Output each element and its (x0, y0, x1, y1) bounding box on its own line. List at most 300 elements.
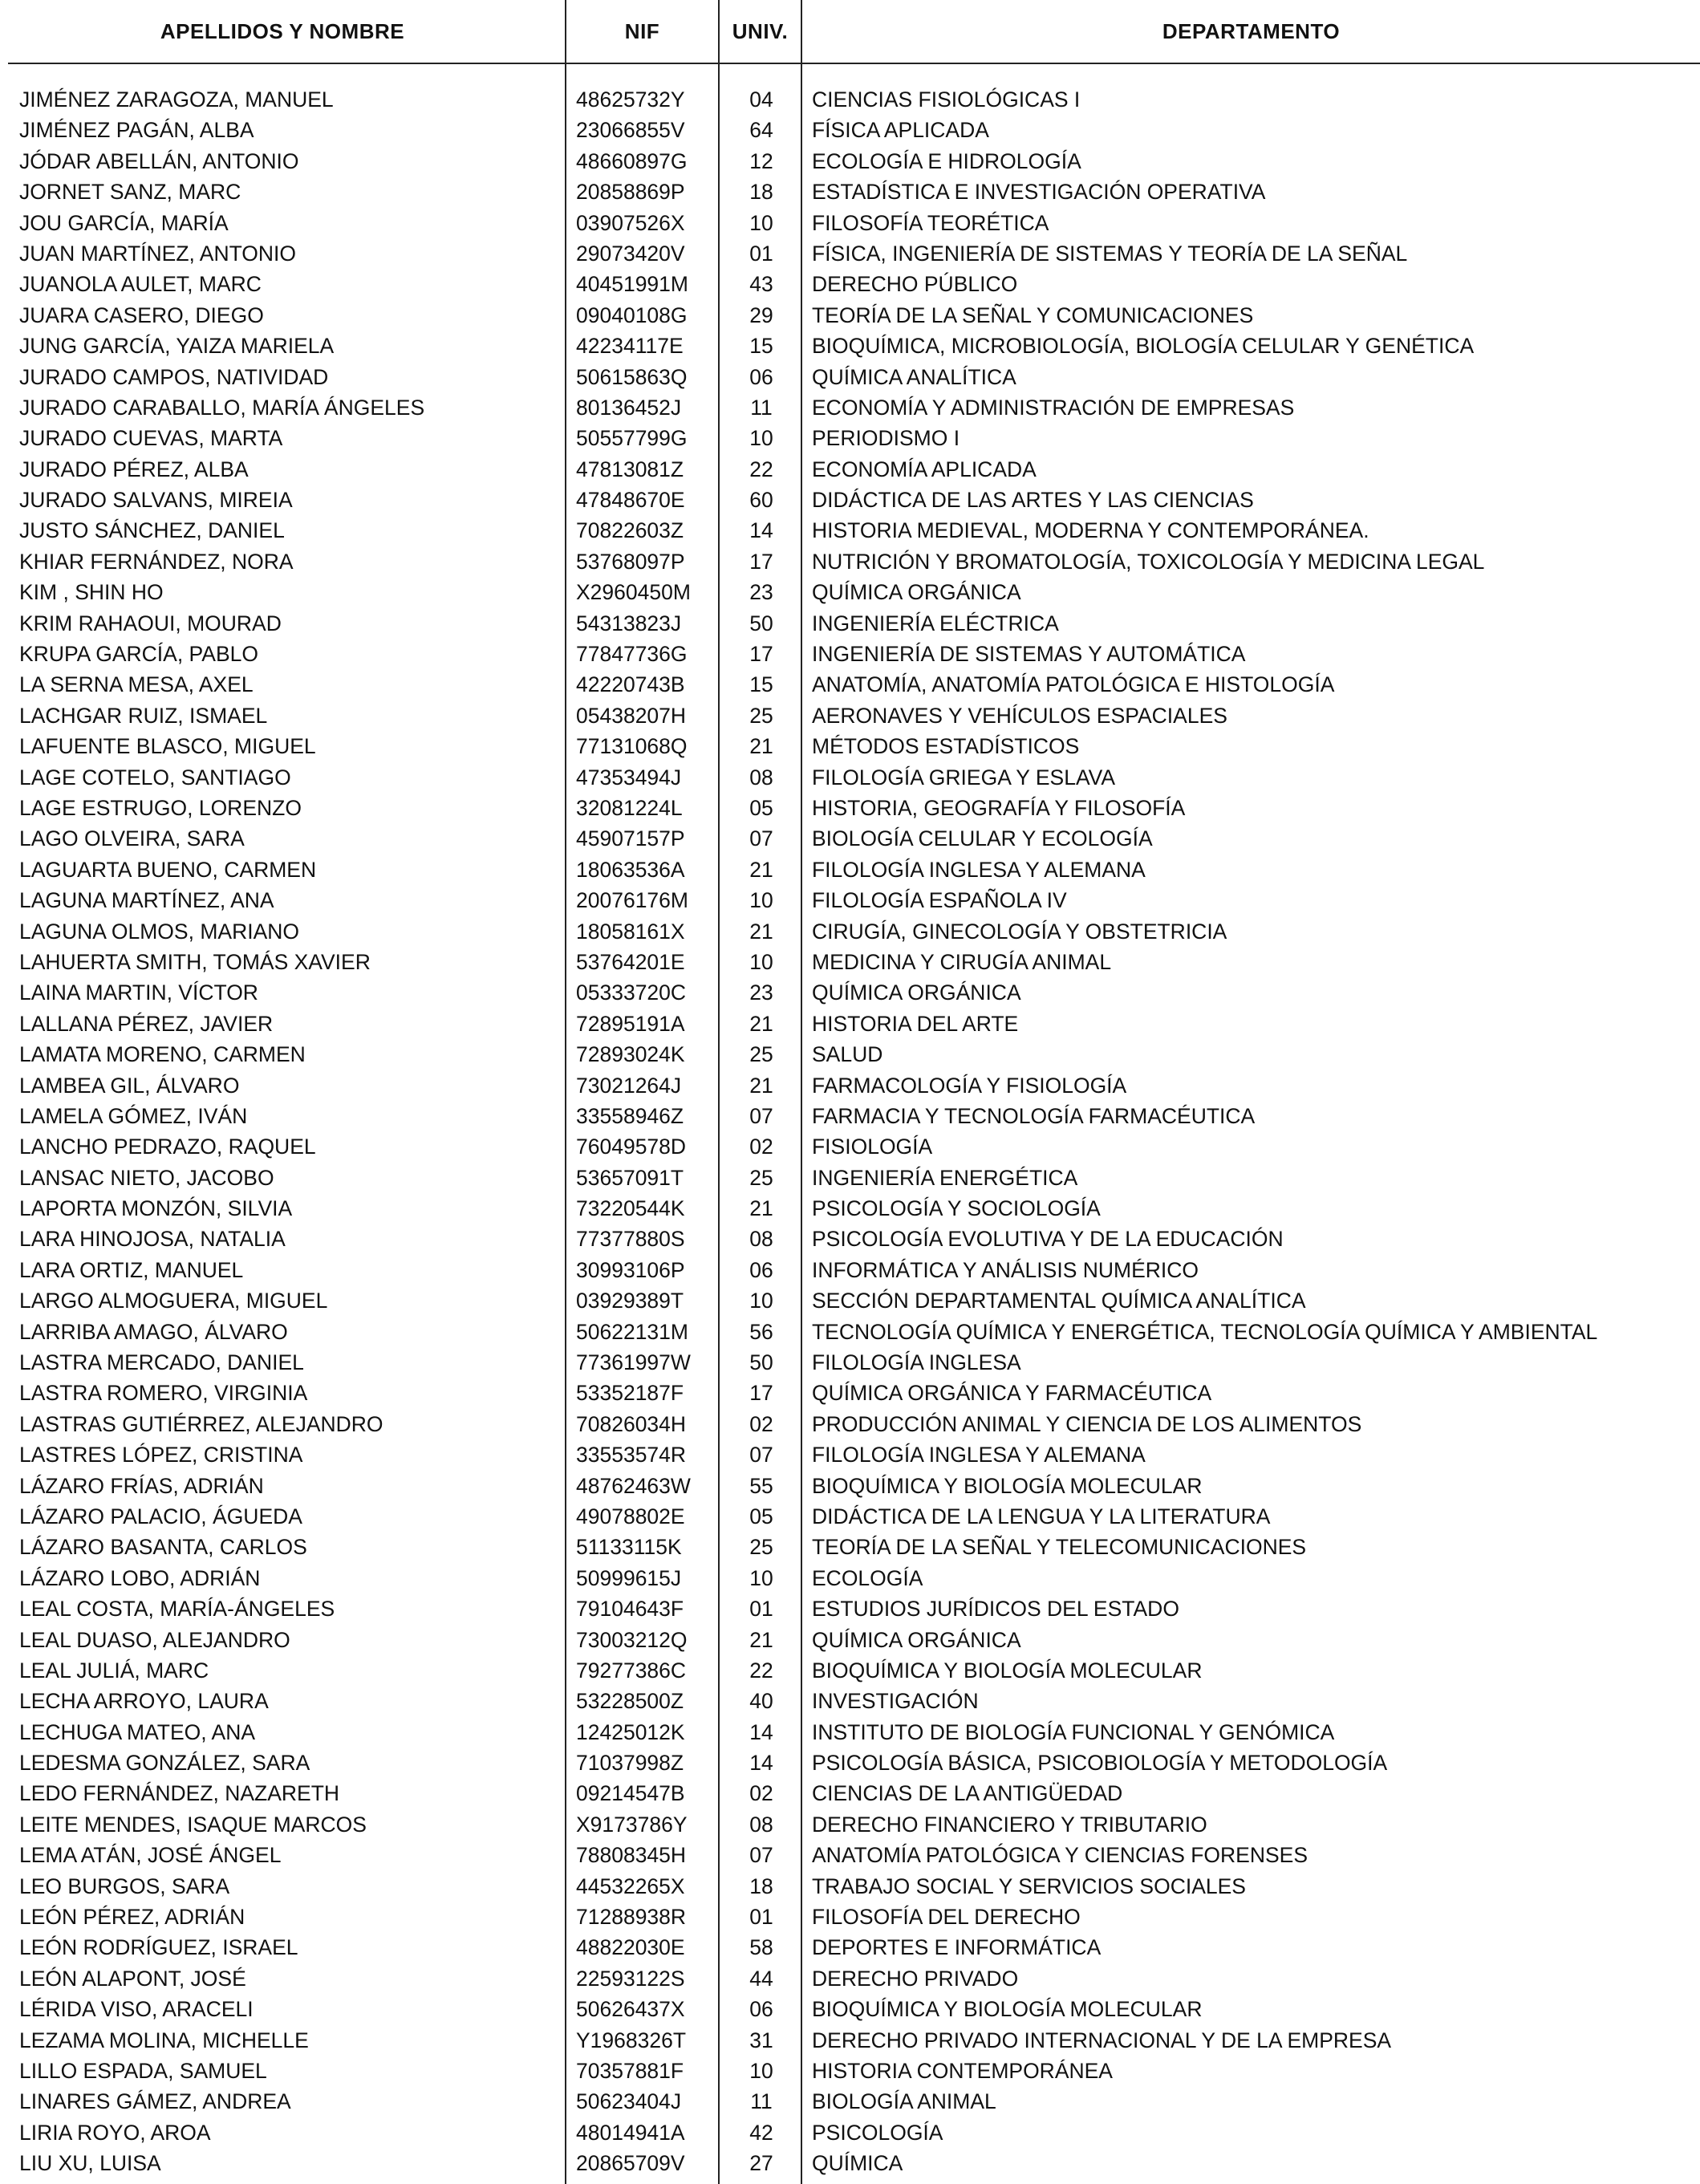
cell-name: LANSAC NIETO, JACOBO (19, 1165, 274, 1190)
cell-name: KIM , SHIN HO (19, 580, 164, 605)
table-row (0, 1501, 1700, 1532)
cell-name: JUARA CASERO, DIEGO (19, 302, 264, 327)
cell-univ: 18 (749, 1873, 773, 1898)
table-row (0, 392, 1700, 423)
cell-department: PERIODISMO I (812, 426, 960, 451)
cell-univ: 14 (749, 518, 773, 543)
cell-name: LAFUENTE BLASCO, MIGUEL (19, 734, 316, 759)
cell-name: LAGO OLVEIRA, SARA (19, 826, 245, 851)
cell-nif: 73021264J (576, 1073, 682, 1098)
header-name: APELLIDOS Y NOMBRE (160, 18, 405, 43)
cell-nif: 32081224L (576, 795, 683, 820)
cell-name: JUNG GARCÍA, YAIZA MARIELA (19, 334, 335, 359)
cell-nif: 23066855V (576, 118, 685, 143)
cell-univ: 25 (749, 703, 773, 728)
table-row (0, 1809, 1700, 1840)
cell-nif: 73220544K (576, 1196, 685, 1221)
cell-nif: 09214547B (576, 1781, 685, 1806)
table-row (0, 885, 1700, 915)
cell-univ: 17 (749, 549, 773, 574)
cell-department: FÍSICA, INGENIERÍA DE SISTEMAS Y TEORÍA DE LA SEÑAL (812, 241, 1408, 266)
cell-univ: 22 (749, 457, 773, 481)
table-row (0, 1963, 1700, 1994)
cell-univ: 10 (749, 2059, 773, 2083)
cell-univ: 10 (749, 426, 773, 451)
cell-univ: 07 (749, 826, 773, 851)
table-row (0, 1039, 1700, 1070)
table-row (0, 1902, 1700, 1932)
table-row (0, 977, 1700, 1008)
cell-univ: 29 (749, 302, 773, 327)
cell-department: AERONAVES Y VEHÍCULOS ESPACIALES (812, 703, 1227, 728)
cell-name: LEITE MENDES, ISAQUE MARCOS (19, 1812, 367, 1837)
cell-univ: 15 (749, 672, 773, 697)
cell-name: LÁZARO BASANTA, CARLOS (19, 1535, 307, 1560)
table-row (0, 1748, 1700, 1778)
cell-name: LAMELA GÓMEZ, IVÁN (19, 1103, 248, 1128)
cell-univ: 10 (749, 888, 773, 913)
cell-nif: 48822030E (576, 1935, 685, 1960)
cell-univ: 14 (749, 1751, 773, 1776)
cell-name: LAGUNA OLMOS, MARIANO (19, 919, 299, 944)
cell-univ: 06 (749, 1997, 773, 2022)
cell-univ: 31 (749, 2028, 773, 2052)
cell-department: INFORMÁTICA Y ANÁLISIS NUMÉRICO (812, 1257, 1199, 1282)
cell-name: LÁZARO PALACIO, ÁGUEDA (19, 1504, 302, 1528)
table-row (0, 515, 1700, 546)
cell-department: PSICOLOGÍA Y SOCIOLOGÍA (812, 1196, 1101, 1221)
table-row (0, 916, 1700, 947)
cell-nif: X9173786Y (576, 1812, 688, 1837)
cell-univ: 02 (749, 1411, 773, 1436)
cell-univ: 06 (749, 364, 773, 389)
cell-univ: 44 (749, 1966, 773, 1991)
cell-nif: 20858869P (576, 180, 685, 205)
cell-nif: 50615863Q (576, 364, 688, 389)
cell-univ: 01 (749, 1597, 773, 1622)
cell-name: LEMA ATÁN, JOSÉ ÁNGEL (19, 1843, 282, 1868)
cell-nif: 30993106P (576, 1257, 685, 1282)
cell-nif: 50999615J (576, 1565, 682, 1590)
cell-department: QUÍMICA ORGÁNICA Y FARMACÉUTICA (812, 1381, 1212, 1406)
cell-name: LARGO ALMOGUERA, MIGUEL (19, 1289, 328, 1313)
cell-nif: 77131068Q (576, 734, 688, 759)
cell-department: TRABAJO SOCIAL Y SERVICIOS SOCIALES (812, 1873, 1246, 1898)
cell-nif: 73003212Q (576, 1627, 688, 1652)
cell-name: JURADO CUEVAS, MARTA (19, 426, 283, 451)
cell-nif: 50622131M (576, 1319, 688, 1344)
cell-univ: 18 (749, 180, 773, 205)
cell-department: FILOSOFÍA DEL DERECHO (812, 1905, 1081, 1930)
table-body (0, 84, 1700, 2179)
cell-department: HISTORIA MEDIEVAL, MODERNA Y CONTEMPORÁNEA. (812, 518, 1369, 543)
table-row (0, 1317, 1700, 1347)
cell-name: LINARES GÁMEZ, ANDREA (19, 2089, 291, 2114)
cell-nif: 48625732Y (576, 87, 685, 112)
cell-nif: 33558946Z (576, 1103, 684, 1128)
cell-name: LEDO FERNÁNDEZ, NAZARETH (19, 1781, 340, 1806)
table-row (0, 1224, 1700, 1254)
cell-univ: 11 (750, 395, 773, 420)
cell-department: DEPORTES E INFORMÁTICA (812, 1935, 1102, 1960)
table-row (0, 362, 1700, 392)
cell-nif: 29073420V (576, 241, 685, 266)
cell-univ: 08 (749, 765, 773, 790)
cell-nif: 70822603Z (576, 518, 684, 543)
cell-name: LALLANA PÉREZ, JAVIER (19, 1011, 274, 1036)
table-row (0, 1593, 1700, 1624)
table-row (0, 1932, 1700, 1963)
cell-name: JURADO PÉREZ, ALBA (19, 457, 249, 481)
cell-name: LECHA ARROYO, LAURA (19, 1689, 269, 1714)
table-row (0, 1994, 1700, 2024)
cell-univ: 60 (749, 488, 773, 513)
cell-name: LÉRIDA VISO, ARACELI (19, 1997, 254, 2022)
cell-department: FÍSICA APLICADA (812, 118, 989, 143)
cell-department: DERECHO PÚBLICO (812, 272, 1018, 297)
cell-nif: 53228500Z (576, 1689, 684, 1714)
cell-univ: 43 (749, 272, 773, 297)
cell-univ: 21 (749, 1196, 773, 1221)
cell-nif: 50626437X (576, 1997, 685, 2022)
cell-name: LAHUERTA SMITH, TOMÁS XAVIER (19, 949, 371, 974)
table-row (0, 669, 1700, 700)
cell-department: ECONOMÍA APLICADA (812, 457, 1037, 481)
cell-univ: 23 (749, 980, 773, 1005)
cell-name: LIRIA ROYO, AROA (19, 2120, 211, 2145)
cell-univ: 07 (749, 1843, 773, 1868)
cell-nif: 77847736G (576, 642, 688, 667)
cell-department: SALUD (812, 1042, 883, 1067)
header-univ: UNIV. (732, 18, 789, 43)
cell-nif: 79104643F (576, 1597, 684, 1622)
table-row (0, 1471, 1700, 1501)
cell-nif: X2960450M (576, 580, 691, 605)
cell-nif: 48762463W (576, 1473, 691, 1498)
cell-department: QUÍMICA ORGÁNICA (812, 1627, 1021, 1652)
cell-name: KHIAR FERNÁNDEZ, NORA (19, 549, 294, 574)
cell-nif: 20076176M (576, 888, 688, 913)
cell-univ: 25 (749, 1042, 773, 1067)
cell-department: BIOQUÍMICA Y BIOLOGÍA MOLECULAR (812, 1473, 1203, 1498)
table-row (0, 1532, 1700, 1562)
table-row (0, 823, 1700, 854)
cell-name: LASTRES LÓPEZ, CRISTINA (19, 1443, 303, 1468)
cell-nif: 47353494J (576, 765, 682, 790)
cell-department: PRODUCCIÓN ANIMAL Y CIENCIA DE LOS ALIMENTOS (812, 1411, 1362, 1436)
cell-univ: 55 (749, 1473, 773, 1498)
cell-name: JÓDAR ABELLÁN, ANTONIO (19, 148, 299, 173)
cell-department: BIOQUÍMICA, MICROBIOLOGÍA, BIOLOGÍA CELULAR Y GENÉTICA (812, 334, 1475, 359)
cell-department: ANATOMÍA, ANATOMÍA PATOLÓGICA E HISTOLOGÍA (812, 672, 1335, 697)
table-row (0, 793, 1700, 823)
cell-name: LAINA MARTIN, VÍCTOR (19, 980, 258, 1005)
cell-univ: 21 (749, 857, 773, 882)
table-row (0, 577, 1700, 607)
cell-name: LEZAMA MOLINA, MICHELLE (19, 2028, 309, 2052)
cell-univ: 01 (749, 1905, 773, 1930)
cell-univ: 12 (749, 148, 773, 173)
table-row (0, 1378, 1700, 1408)
cell-department: FILOSOFÍA TEORÉTICA (812, 210, 1049, 235)
cell-name: LEAL JULIÁ, MARC (19, 1658, 209, 1683)
cell-department: ESTADÍSTICA E INVESTIGACIÓN OPERATIVA (812, 180, 1266, 205)
table-row (0, 1409, 1700, 1439)
cell-univ: 01 (749, 241, 773, 266)
cell-nif: 49078802E (576, 1504, 685, 1528)
table-row (0, 423, 1700, 453)
cell-nif: 22593122S (576, 1966, 685, 1991)
table-row (0, 331, 1700, 361)
cell-department: DERECHO PRIVADO INTERNACIONAL Y DE LA EMPRESA (812, 2028, 1392, 2052)
cell-univ: 15 (749, 334, 773, 359)
table-row (0, 855, 1700, 885)
cell-name: LAGE ESTRUGO, LORENZO (19, 795, 302, 820)
header-rule (8, 63, 1700, 64)
cell-name: KRUPA GARCÍA, PABLO (19, 642, 258, 667)
cell-name: LEÓN PÉREZ, ADRIÁN (19, 1905, 245, 1930)
cell-nif: 03907526X (576, 210, 685, 235)
cell-univ: 21 (749, 1627, 773, 1652)
cell-department: MÉTODOS ESTADÍSTICOS (812, 734, 1080, 759)
cell-univ: 25 (749, 1165, 773, 1190)
table-row (0, 1717, 1700, 1748)
table-row (0, 762, 1700, 793)
table-row (0, 1070, 1700, 1101)
table-row (0, 608, 1700, 639)
table-row (0, 269, 1700, 299)
cell-nif: 18058161X (576, 919, 685, 944)
table-row (0, 84, 1700, 115)
table-row (0, 546, 1700, 577)
cell-name: LARRIBA AMAGO, ÁLVARO (19, 1319, 288, 1344)
cell-nif: 12425012K (576, 1719, 685, 1744)
cell-univ: 21 (749, 919, 773, 944)
cell-univ: 05 (749, 1504, 773, 1528)
cell-nif: 53764201E (576, 949, 685, 974)
table-row (0, 1009, 1700, 1039)
cell-univ: 07 (749, 1443, 773, 1468)
table-row (0, 1255, 1700, 1285)
cell-department: FILOLOGÍA ESPAÑOLA IV (812, 888, 1067, 913)
cell-name: JIMÉNEZ ZARAGOZA, MANUEL (19, 87, 334, 112)
table-row (0, 146, 1700, 177)
cell-name: JIMÉNEZ PAGÁN, ALBA (19, 118, 254, 143)
cell-name: LAMBEA GIL, ÁLVARO (19, 1073, 240, 1098)
cell-nif: 42220743B (576, 672, 685, 697)
cell-nif: 50557799G (576, 426, 688, 451)
cell-nif: 45907157P (576, 826, 685, 851)
cell-name: LARA ORTIZ, MANUEL (19, 1257, 244, 1282)
cell-nif: 77377880S (576, 1227, 685, 1252)
cell-univ: 27 (749, 2151, 773, 2176)
cell-univ: 02 (749, 1781, 773, 1806)
table-row (0, 2056, 1700, 2086)
cell-univ: 05 (749, 795, 773, 820)
cell-department: INSTITUTO DE BIOLOGÍA FUNCIONAL Y GENÓMICA (812, 1719, 1335, 1744)
cell-department: ESTUDIOS JURÍDICOS DEL ESTADO (812, 1597, 1179, 1622)
cell-department: NUTRICIÓN Y BROMATOLOGÍA, TOXICOLOGÍA Y MEDICINA LEGAL (812, 549, 1485, 574)
cell-nif: 50623404J (576, 2089, 682, 2114)
cell-name: LEAL COSTA, MARÍA-ÁNGELES (19, 1597, 335, 1622)
cell-univ: 10 (749, 949, 773, 974)
table-row (0, 1439, 1700, 1470)
cell-name: JORNET SANZ, MARC (19, 180, 241, 205)
table-row (0, 115, 1700, 145)
cell-department: FILOLOGÍA INGLESA Y ALEMANA (812, 857, 1146, 882)
cell-name: LÁZARO FRÍAS, ADRIÁN (19, 1473, 264, 1498)
cell-name: LAGUARTA BUENO, CARMEN (19, 857, 317, 882)
cell-nif: 77361997W (576, 1350, 691, 1375)
cell-nif: 05333720C (576, 980, 687, 1005)
cell-nif: 33553574R (576, 1443, 687, 1468)
cell-name: LEÓN RODRÍGUEZ, ISRAEL (19, 1935, 298, 1960)
cell-department: TEORÍA DE LA SEÑAL Y TELECOMUNICACIONES (812, 1535, 1307, 1560)
table-row (0, 485, 1700, 515)
table-row (0, 1101, 1700, 1131)
cell-univ: 11 (750, 2089, 773, 2114)
cell-name: LILLO ESPADA, SAMUEL (19, 2059, 267, 2083)
table-row (0, 238, 1700, 269)
cell-department: QUÍMICA ORGÁNICA (812, 580, 1021, 605)
cell-nif: 53657091T (576, 1165, 684, 1190)
cell-name: LECHUGA MATEO, ANA (19, 1719, 256, 1744)
cell-name: LASTRA MERCADO, DANIEL (19, 1350, 304, 1375)
cell-department: INGENIERÍA DE SISTEMAS Y AUTOMÁTICA (812, 642, 1246, 667)
cell-univ: 21 (749, 1011, 773, 1036)
cell-univ: 07 (749, 1103, 773, 1128)
cell-nif: 78808345H (576, 1843, 687, 1868)
cell-nif: 72893024K (576, 1042, 685, 1067)
cell-nif: 54313823J (576, 611, 682, 635)
cell-nif: 53768097P (576, 549, 685, 574)
cell-department: INVESTIGACIÓN (812, 1689, 979, 1714)
cell-nif: Y1968326T (576, 2028, 687, 2052)
cell-department: BIOLOGÍA ANIMAL (812, 2089, 996, 2114)
cell-department: HISTORIA CONTEMPORÁNEA (812, 2059, 1113, 2083)
table-row (0, 1193, 1700, 1224)
cell-nif: 76049578D (576, 1135, 687, 1159)
table-row (0, 300, 1700, 331)
cell-univ: 42 (749, 2120, 773, 2145)
table-row (0, 1686, 1700, 1716)
cell-name: LAGE COTELO, SANTIAGO (19, 765, 291, 790)
cell-department: DERECHO FINANCIERO Y TRIBUTARIO (812, 1812, 1207, 1837)
cell-department: SECCIÓN DEPARTAMENTAL QUÍMICA ANALÍTICA (812, 1289, 1306, 1313)
cell-name: JUANOLA AULET, MARC (19, 272, 262, 297)
table-row (0, 1625, 1700, 1655)
cell-department: TEORÍA DE LA SEÑAL Y COMUNICACIONES (812, 302, 1254, 327)
cell-univ: 17 (749, 1381, 773, 1406)
table-row (0, 2117, 1700, 2148)
cell-department: PSICOLOGÍA EVOLUTIVA Y DE LA EDUCACIÓN (812, 1227, 1284, 1252)
cell-nif: 42234117E (576, 334, 684, 359)
cell-nif: 70826034H (576, 1411, 687, 1436)
cell-name: LÁZARO LOBO, ADRIÁN (19, 1565, 261, 1590)
cell-department: CIENCIAS DE LA ANTIGÜEDAD (812, 1781, 1123, 1806)
cell-name: JOU GARCÍA, MARÍA (19, 210, 229, 235)
cell-name: JUSTO SÁNCHEZ, DANIEL (19, 518, 285, 543)
cell-nif: 44532265X (576, 1873, 685, 1898)
cell-name: LANCHO PEDRAZO, RAQUEL (19, 1135, 316, 1159)
table-row (0, 1285, 1700, 1316)
cell-department: BIOQUÍMICA Y BIOLOGÍA MOLECULAR (812, 1997, 1203, 2022)
cell-univ: 10 (749, 1565, 773, 1590)
cell-department: INGENIERÍA ENERGÉTICA (812, 1165, 1078, 1190)
cell-department: PSICOLOGÍA (812, 2120, 943, 2145)
cell-name: LEO BURGOS, SARA (19, 1873, 230, 1898)
cell-univ: 23 (749, 580, 773, 605)
table-row (0, 1131, 1700, 1162)
cell-department: DIDÁCTICA DE LA LENGUA Y LA LITERATURA (812, 1504, 1271, 1528)
cell-department: BIOLOGÍA CELULAR Y ECOLOGÍA (812, 826, 1153, 851)
cell-name: LAPORTA MONZÓN, SILVIA (19, 1196, 293, 1221)
cell-nif: 03929389T (576, 1289, 684, 1313)
cell-nif: 70357881F (576, 2059, 684, 2083)
cell-name: LEAL DUASO, ALEJANDRO (19, 1627, 290, 1652)
table-row (0, 208, 1700, 238)
cell-nif: 72895191A (576, 1011, 685, 1036)
cell-name: LAGUNA MARTÍNEZ, ANA (19, 888, 274, 913)
cell-department: QUÍMICA ANALÍTICA (812, 364, 1016, 389)
cell-nif: 48014941A (576, 2120, 685, 2145)
cell-univ: 04 (749, 87, 773, 112)
cell-name: JURADO CAMPOS, NATIVIDAD (19, 364, 329, 389)
cell-nif: 71037998Z (576, 1751, 684, 1776)
cell-department: FISIOLOGÍA (812, 1135, 933, 1159)
cell-nif: 53352187F (576, 1381, 684, 1406)
cell-department: FILOLOGÍA GRIEGA Y ESLAVA (812, 765, 1116, 790)
table-row (0, 731, 1700, 761)
cell-department: FARMACIA Y TECNOLOGÍA FARMACÉUTICA (812, 1103, 1256, 1128)
table-row (0, 454, 1700, 485)
cell-univ: 50 (749, 1350, 773, 1375)
table-row (0, 1163, 1700, 1193)
cell-univ: 08 (749, 1812, 773, 1837)
cell-nif: 47813081Z (576, 457, 684, 481)
cell-name: LARA HINOJOSA, NATALIA (19, 1227, 286, 1252)
cell-univ: 56 (749, 1319, 773, 1344)
cell-department: HISTORIA DEL ARTE (812, 1011, 1019, 1036)
cell-univ: 14 (749, 1719, 773, 1744)
table-row (0, 177, 1700, 207)
cell-department: ECOLOGÍA E HIDROLOGÍA (812, 148, 1081, 173)
table-row (0, 1347, 1700, 1378)
cell-nif: 47848670E (576, 488, 685, 513)
table-row (0, 2148, 1700, 2178)
cell-name: LIU XU, LUISA (19, 2151, 161, 2176)
cell-nif: 51133115K (576, 1535, 682, 1560)
header-nif: NIF (624, 18, 660, 43)
cell-name: LACHGAR RUIZ, ISMAEL (19, 703, 268, 728)
cell-univ: 06 (749, 1257, 773, 1282)
table-row (0, 1655, 1700, 1686)
cell-name: LA SERNA MESA, AXEL (19, 672, 254, 697)
cell-name: LEDESMA GONZÁLEZ, SARA (19, 1751, 310, 1776)
table-row (0, 2086, 1700, 2117)
cell-name: KRIM RAHAOUI, MOURAD (19, 611, 282, 635)
cell-department: PSICOLOGÍA BÁSICA, PSICOBIOLOGÍA Y METODOLOGÍA (812, 1751, 1388, 1776)
cell-nif: 71288938R (576, 1905, 687, 1930)
table-row (0, 2025, 1700, 2056)
table-row (0, 700, 1700, 731)
cell-univ: 02 (749, 1135, 773, 1159)
cell-department: ECOLOGÍA (812, 1565, 923, 1590)
cell-univ: 08 (749, 1227, 773, 1252)
cell-nif: 80136452J (576, 395, 682, 420)
cell-department: DERECHO PRIVADO (812, 1966, 1019, 1991)
cell-univ: 40 (749, 1689, 773, 1714)
